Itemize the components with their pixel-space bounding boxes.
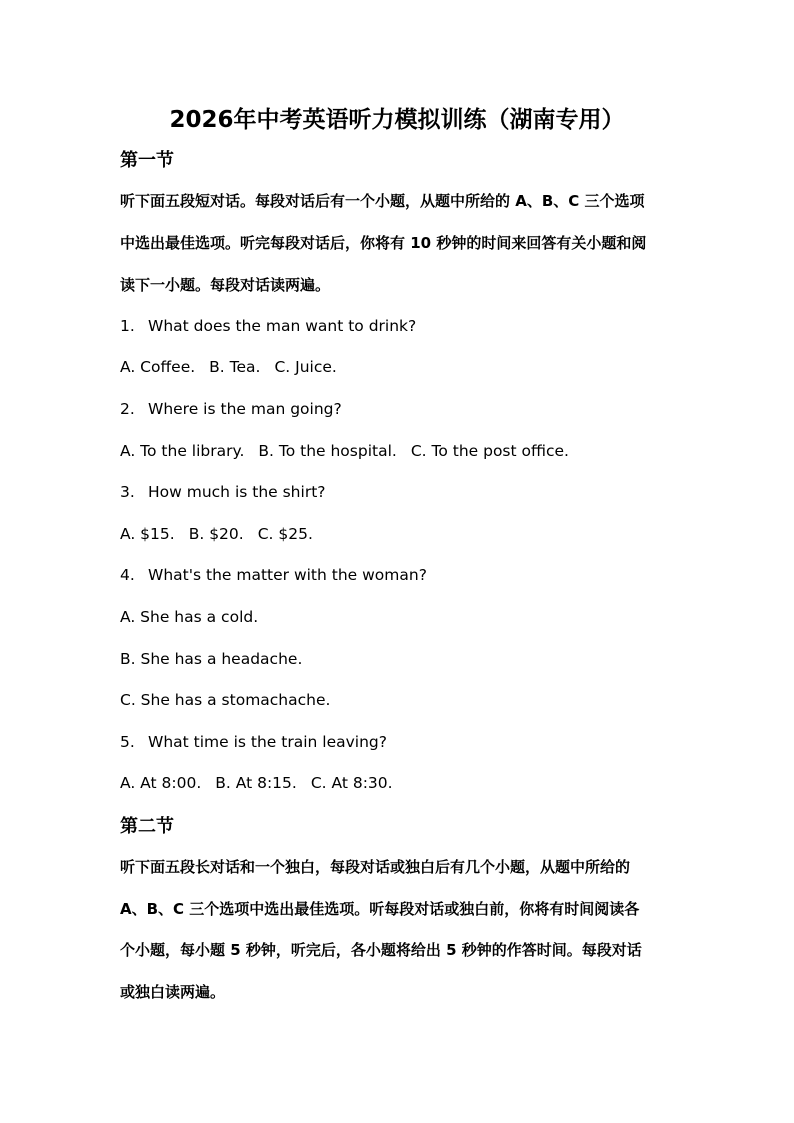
question-5-option-c: C. At 8:30. — [310, 774, 393, 792]
question-5-option-a: A. At 8:00. — [120, 774, 202, 792]
question-1-text: What does the man want to drink? — [148, 317, 417, 335]
question-2-option-b: B. To the hospital. — [258, 442, 397, 460]
question-5 — [120, 731, 387, 753]
question-2 — [120, 398, 342, 420]
section-1-instruction-line-1: 听下面五段短对话。每段对话后有一个小题，从题中所给的 A、B、C 三个选项 — [120, 192, 645, 210]
question-5-options — [120, 772, 407, 794]
question-2-text: Where is the man going? — [148, 400, 342, 418]
question-1-option-c: C. Juice. — [274, 358, 337, 376]
question-3-options — [120, 523, 327, 545]
question-2-number: 2. — [120, 400, 135, 418]
question-2-option-c: C. To the post office. — [410, 442, 569, 460]
question-5-text: What time is the train leaving? — [148, 733, 387, 751]
section-1-heading: 第一节 — [120, 150, 174, 171]
question-3-option-c: C. $25. — [257, 525, 313, 543]
question-3 — [120, 481, 326, 503]
question-2-options — [120, 440, 583, 462]
question-4-option-a: A. She has a cold. — [120, 608, 259, 626]
question-3-text: How much is the shirt? — [148, 483, 326, 501]
question-4-number: 4. — [120, 566, 135, 584]
section-1-instruction-line-3: 读下一小题。每段对话读两遍。 — [120, 276, 331, 294]
question-3-number: 3. — [120, 483, 135, 501]
question-3-option-b: B. $20. — [188, 525, 244, 543]
section-2-instruction-line-2: A、B、C 三个选项中选出最佳选项。听每段对话或独白前，你将有时间阅读各 — [120, 900, 640, 918]
section-1-instruction-line-2: 中选出最佳选项。听完每段对话后，你将有 10 秒钟的时间来回答有关小题和阅 — [120, 234, 647, 252]
section-2-instruction-line-1: 听下面五段长对话和一个独白，每段对话或独白后有几个小题，从题中所给的 — [120, 858, 631, 876]
question-4-text: What's the matter with the woman? — [148, 566, 427, 584]
question-1-option-b: B. Tea. — [209, 358, 261, 376]
question-1-options — [120, 356, 351, 378]
question-4-option-c: C. She has a stomachache. — [120, 691, 331, 709]
section-2-instruction-line-3: 个小题，每小题 5 秒钟，听完后，各小题将给出 5 秒钟的作答时间。每段对话 — [120, 941, 642, 959]
section-2-heading: 第二节 — [120, 816, 174, 837]
question-5-number: 5. — [120, 733, 135, 751]
question-1-option-a: A. Coffee. — [120, 358, 196, 376]
question-1 — [120, 315, 416, 337]
question-5-option-b: B. At 8:15. — [215, 774, 297, 792]
section-2-instruction-line-4: 或独白读两遍。 — [120, 983, 226, 1001]
page-title: 2026年中考英语听力模拟训练（湖南专用） — [169, 107, 625, 133]
question-4-option-b: B. She has a headache. — [120, 650, 303, 668]
question-1-number: 1. — [120, 317, 135, 335]
question-3-option-a: A. $15. — [120, 525, 175, 543]
question-2-option-a: A. To the library. — [120, 442, 245, 460]
question-4 — [120, 564, 427, 586]
